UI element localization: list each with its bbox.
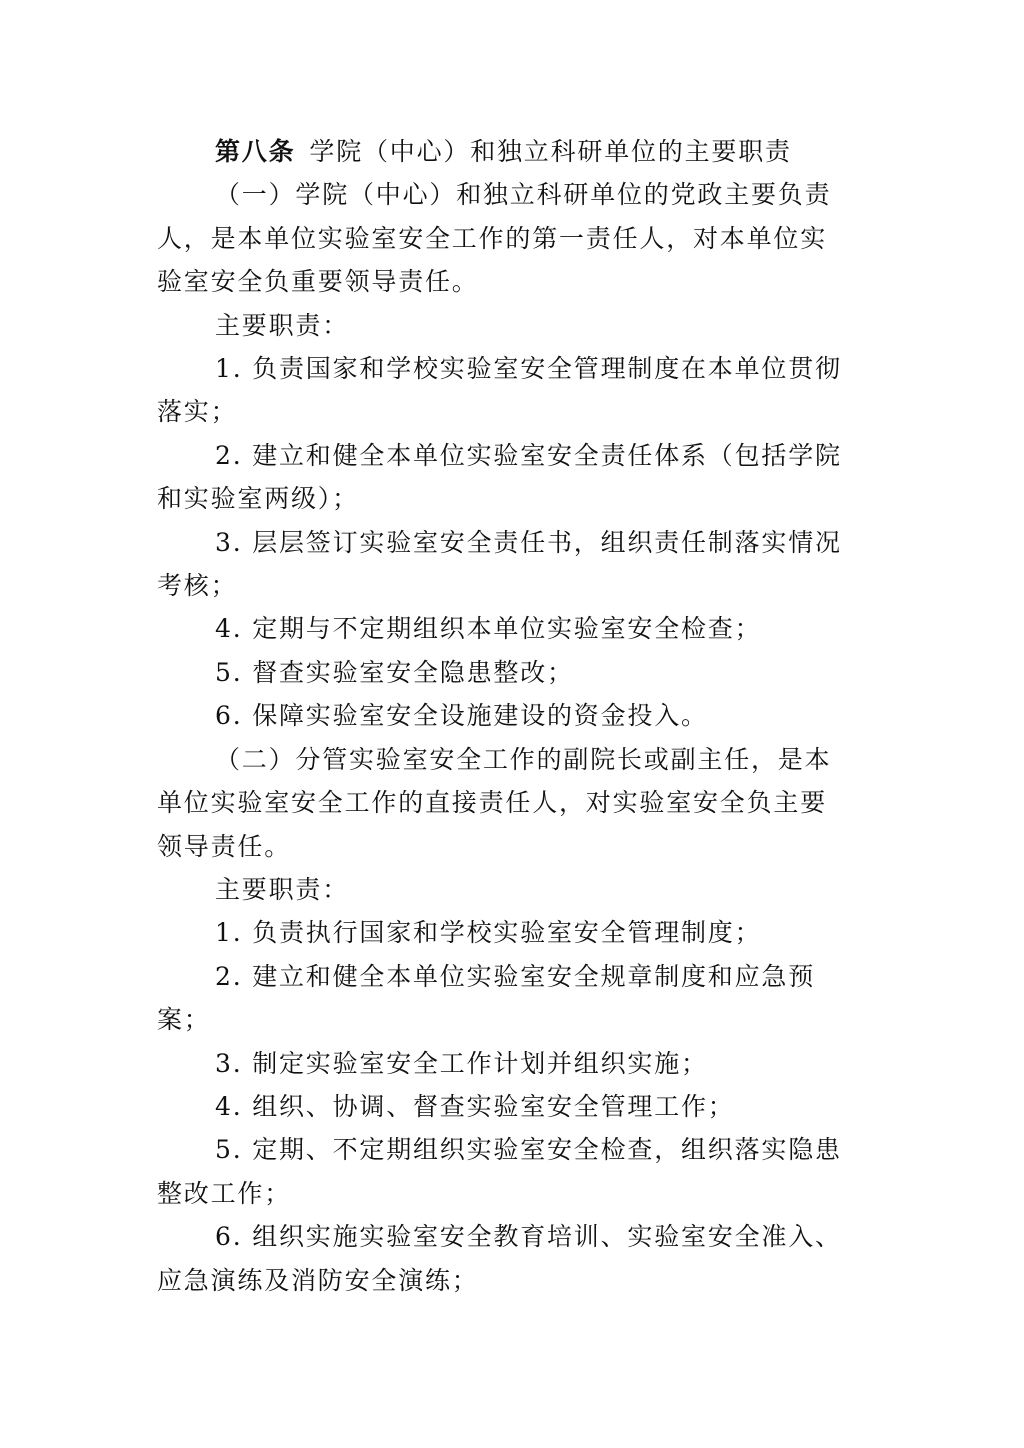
list-item: 1. 负责国家和学校实验室安全管理制度在本单位贯彻	[215, 354, 842, 384]
list-item-continuation: 落实；	[157, 397, 238, 427]
list-item-continuation: 和实验室两级）；	[157, 484, 359, 514]
list-item: 5. 督查实验室安全隐患整改；	[215, 657, 574, 687]
document-page	[157, 130, 869, 1302]
list-item: 2. 建立和健全本单位实验室安全责任体系（包括学院	[215, 440, 842, 470]
list-item-continuation: 应急演练及消防安全演练；	[157, 1265, 479, 1295]
duties-label: 主要职责：	[215, 310, 350, 340]
list-item: 4. 定期与不定期组织本单位实验室安全检查；	[215, 614, 762, 644]
list-item: 5. 定期、不定期组织实验室安全检查，组织落实隐患	[215, 1135, 842, 1165]
paragraph-line: 单位实验室安全工作的直接责任人，对实验室安全负主要	[157, 788, 828, 818]
section-1	[157, 173, 869, 737]
list-item: 1. 负责执行国家和学校实验室安全管理制度；	[215, 918, 762, 948]
list-item-continuation: 考核；	[157, 571, 238, 601]
article-heading: 第八条	[215, 137, 296, 166]
list-item: 3. 层层签订实验室安全责任书，组织责任制落实情况	[215, 527, 842, 557]
section-2	[157, 738, 869, 1302]
paragraph-line: 人，是本单位实验室安全工作的第一责任人，对本单位实	[157, 223, 828, 253]
list-item: 6. 组织实施实验室安全教育培训、实验室安全准入、	[215, 1222, 842, 1252]
list-item: 4. 组织、协调、督查实验室安全管理工作；	[215, 1091, 735, 1121]
paragraph-line: （二）分管实验室安全工作的副院长或副主任，是本	[215, 744, 832, 774]
paragraph-line: （一）学院（中心）和独立科研单位的党政主要负责	[215, 180, 832, 210]
paragraph-line: 验室安全负重要领导责任。	[157, 267, 479, 297]
list-item-continuation: 案；	[157, 1005, 211, 1035]
list-item: 2. 建立和健全本单位实验室安全规章制度和应急预	[215, 961, 816, 991]
list-item: 3. 制定实验室安全工作计划并组织实施；	[215, 1048, 708, 1078]
list-item: 6. 保障实验室安全设施建设的资金投入。	[215, 701, 708, 731]
duties-label: 主要职责：	[215, 874, 350, 904]
article-title-line	[157, 130, 869, 173]
list-item-continuation: 整改工作；	[157, 1178, 292, 1208]
article-title: 学院（中心）和独立科研单位的主要职责	[309, 137, 792, 166]
paragraph-line: 领导责任。	[157, 831, 292, 861]
